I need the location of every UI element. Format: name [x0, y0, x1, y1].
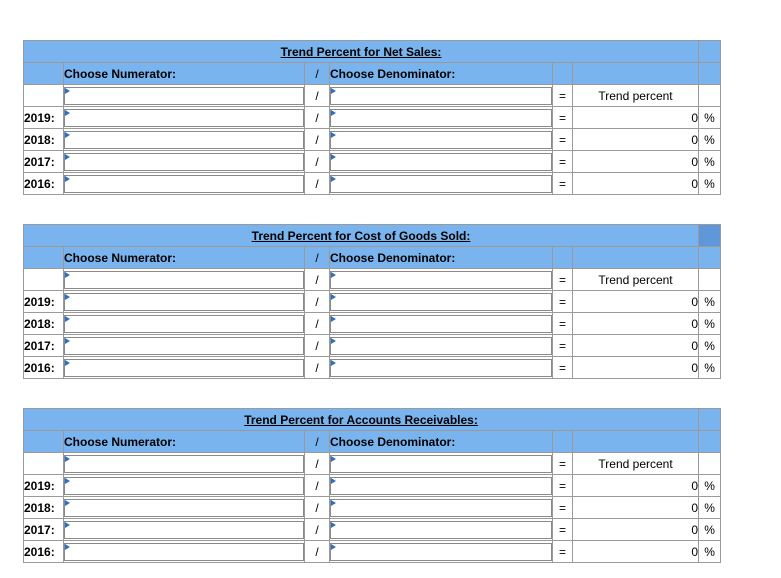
numerator-dropdown[interactable] — [64, 271, 304, 289]
percent-sign: % — [699, 357, 721, 379]
year-label: 2018: — [24, 129, 64, 151]
net-sales-table — [23, 40, 721, 195]
denominator-input[interactable] — [330, 337, 552, 355]
year-label: 2019: — [24, 475, 64, 497]
dropdown-marker-icon — [65, 154, 70, 160]
numerator-input[interactable] — [64, 499, 304, 517]
numerator-input[interactable] — [64, 477, 304, 495]
dropdown-marker-icon — [331, 456, 336, 462]
denominator-input[interactable] — [330, 109, 552, 127]
divide-sign: / — [305, 85, 330, 107]
percent-sign: % — [699, 151, 721, 173]
label-row — [24, 63, 721, 85]
dropdown-marker-icon — [65, 110, 70, 116]
percent-sign: % — [699, 107, 721, 129]
title-row — [24, 225, 721, 247]
denominator-dropdown[interactable] — [330, 271, 552, 289]
year-label: 2017: — [24, 151, 64, 173]
equals-sign: = — [553, 475, 573, 497]
denominator-input[interactable] — [330, 477, 552, 495]
numerator-input[interactable] — [64, 131, 304, 149]
denominator-input[interactable] — [330, 175, 552, 193]
trend-percent-value: 0 — [573, 541, 699, 563]
dropdown-marker-icon — [331, 176, 336, 182]
dropdown-marker-icon — [331, 338, 336, 344]
dropdown-marker-icon — [331, 522, 336, 528]
dropdown-marker-icon — [65, 132, 70, 138]
divide-sign: / — [305, 453, 330, 475]
divide-sign: / — [305, 519, 330, 541]
denominator-label: Choose Denominator: — [330, 63, 553, 85]
equals-sign: = — [553, 497, 573, 519]
trend-percent-value: 0 — [573, 291, 699, 313]
divide-sign: / — [305, 107, 330, 129]
trend-percent-value: 0 — [573, 335, 699, 357]
section-title: Trend Percent for Net Sales: — [24, 41, 699, 63]
dropdown-marker-icon — [65, 544, 70, 550]
equals-sign: = — [553, 269, 573, 291]
year-row — [24, 107, 721, 129]
divide-sign: / — [305, 335, 330, 357]
numerator-input[interactable] — [64, 109, 304, 127]
accounts-receivables-section — [23, 408, 720, 563]
divide-sign: / — [305, 475, 330, 497]
year-row — [24, 541, 721, 563]
equals-sign: = — [553, 85, 573, 107]
header-input-row — [24, 269, 721, 291]
denominator-input[interactable] — [330, 521, 552, 539]
trend-percent-header: Trend percent — [573, 269, 699, 291]
year-row — [24, 151, 721, 173]
trend-percent-value: 0 — [573, 357, 699, 379]
cost-of-goods-sold-section — [23, 224, 720, 379]
year-row — [24, 475, 721, 497]
equals-sign: = — [553, 453, 573, 475]
numerator-input[interactable] — [64, 175, 304, 193]
numerator-label: Choose Numerator: — [64, 247, 305, 269]
numerator-input[interactable] — [64, 359, 304, 377]
percent-sign: % — [699, 497, 721, 519]
dropdown-marker-icon — [65, 272, 70, 278]
year-label: 2018: — [24, 497, 64, 519]
percent-sign: % — [699, 291, 721, 313]
denominator-input[interactable] — [330, 359, 552, 377]
divide-sign: / — [305, 431, 330, 453]
year-row — [24, 129, 721, 151]
trend-percent-value: 0 — [573, 173, 699, 195]
numerator-input[interactable] — [64, 315, 304, 333]
divide-sign: / — [305, 291, 330, 313]
cogs-table — [23, 224, 721, 379]
denominator-input[interactable] — [330, 293, 552, 311]
year-label: 2016: — [24, 357, 64, 379]
equals-sign: = — [553, 291, 573, 313]
numerator-dropdown[interactable] — [64, 87, 304, 105]
divide-sign: / — [305, 357, 330, 379]
trend-percent-value: 0 — [573, 475, 699, 497]
divide-sign: / — [305, 151, 330, 173]
dropdown-marker-icon — [331, 88, 336, 94]
dropdown-marker-icon — [331, 110, 336, 116]
percent-sign: % — [699, 173, 721, 195]
percent-sign: % — [699, 541, 721, 563]
year-row — [24, 357, 721, 379]
trend-percent-value: 0 — [573, 151, 699, 173]
divide-sign: / — [305, 541, 330, 563]
dropdown-marker-icon — [331, 154, 336, 160]
percent-sign: % — [699, 335, 721, 357]
trend-percent-header: Trend percent — [573, 85, 699, 107]
accounts-receivables-table — [23, 408, 721, 563]
denominator-label: Choose Denominator: — [330, 247, 553, 269]
net-sales-section — [23, 40, 720, 195]
title-row — [24, 409, 721, 431]
year-row — [24, 519, 721, 541]
equals-sign: = — [553, 313, 573, 335]
year-label: 2016: — [24, 541, 64, 563]
equals-sign: = — [553, 519, 573, 541]
equals-sign: = — [553, 129, 573, 151]
divide-sign: / — [305, 247, 330, 269]
divide-sign: / — [305, 63, 330, 85]
dropdown-marker-icon — [65, 316, 70, 322]
header-input-row — [24, 85, 721, 107]
numerator-input[interactable] — [64, 521, 304, 539]
trend-percent-value: 0 — [573, 519, 699, 541]
dropdown-marker-icon — [65, 88, 70, 94]
trend-percent-value: 0 — [573, 129, 699, 151]
year-label: 2018: — [24, 313, 64, 335]
denominator-input[interactable] — [330, 499, 552, 517]
year-row — [24, 497, 721, 519]
denominator-input[interactable] — [330, 131, 552, 149]
denominator-input[interactable] — [330, 153, 552, 171]
year-label: 2017: — [24, 335, 64, 357]
dropdown-marker-icon — [65, 522, 70, 528]
dropdown-marker-icon — [331, 272, 336, 278]
divide-sign: / — [305, 129, 330, 151]
dropdown-marker-icon — [65, 360, 70, 366]
equals-sign: = — [553, 541, 573, 563]
numerator-dropdown[interactable] — [64, 455, 304, 473]
trend-percent-header: Trend percent — [573, 453, 699, 475]
numerator-input[interactable] — [64, 543, 304, 561]
year-label: 2019: — [24, 107, 64, 129]
dropdown-marker-icon — [331, 294, 336, 300]
dropdown-marker-icon — [65, 478, 70, 484]
year-label: 2016: — [24, 173, 64, 195]
numerator-label: Choose Numerator: — [64, 431, 305, 453]
equals-sign: = — [553, 151, 573, 173]
dropdown-marker-icon — [331, 316, 336, 322]
denominator-label: Choose Denominator: — [330, 431, 553, 453]
equals-sign: = — [553, 173, 573, 195]
divide-sign: / — [305, 313, 330, 335]
denominator-input[interactable] — [330, 543, 552, 561]
numerator-label: Choose Numerator: — [64, 63, 305, 85]
header-input-row — [24, 453, 721, 475]
percent-sign: % — [699, 475, 721, 497]
equals-sign: = — [553, 107, 573, 129]
year-label: 2019: — [24, 291, 64, 313]
year-row — [24, 313, 721, 335]
equals-sign: = — [553, 335, 573, 357]
label-row — [24, 247, 721, 269]
year-row — [24, 291, 721, 313]
numerator-input[interactable] — [64, 337, 304, 355]
label-row — [24, 431, 721, 453]
section-title: Trend Percent for Cost of Goods Sold: — [24, 225, 699, 247]
numerator-input[interactable] — [64, 153, 304, 171]
percent-sign: % — [699, 519, 721, 541]
section-title: Trend Percent for Accounts Receivables: — [24, 409, 699, 431]
dropdown-marker-icon — [65, 456, 70, 462]
denominator-input[interactable] — [330, 315, 552, 333]
divide-sign: / — [305, 497, 330, 519]
denominator-dropdown[interactable] — [330, 87, 552, 105]
title-row — [24, 41, 721, 63]
equals-sign: = — [553, 357, 573, 379]
trend-percent-value: 0 — [573, 313, 699, 335]
dropdown-marker-icon — [65, 338, 70, 344]
numerator-input[interactable] — [64, 293, 304, 311]
divide-sign: / — [305, 269, 330, 291]
dropdown-marker-icon — [331, 360, 336, 366]
trend-percent-value: 0 — [573, 107, 699, 129]
year-row — [24, 173, 721, 195]
trend-percent-value: 0 — [573, 497, 699, 519]
dropdown-marker-icon — [65, 294, 70, 300]
denominator-dropdown[interactable] — [330, 455, 552, 473]
dropdown-marker-icon — [331, 544, 336, 550]
percent-sign: % — [699, 129, 721, 151]
percent-sign: % — [699, 313, 721, 335]
divide-sign: / — [305, 173, 330, 195]
dropdown-marker-icon — [65, 176, 70, 182]
dropdown-marker-icon — [65, 500, 70, 506]
dropdown-marker-icon — [331, 500, 336, 506]
year-row — [24, 335, 721, 357]
dropdown-marker-icon — [331, 132, 336, 138]
year-label: 2017: — [24, 519, 64, 541]
dropdown-marker-icon — [331, 478, 336, 484]
